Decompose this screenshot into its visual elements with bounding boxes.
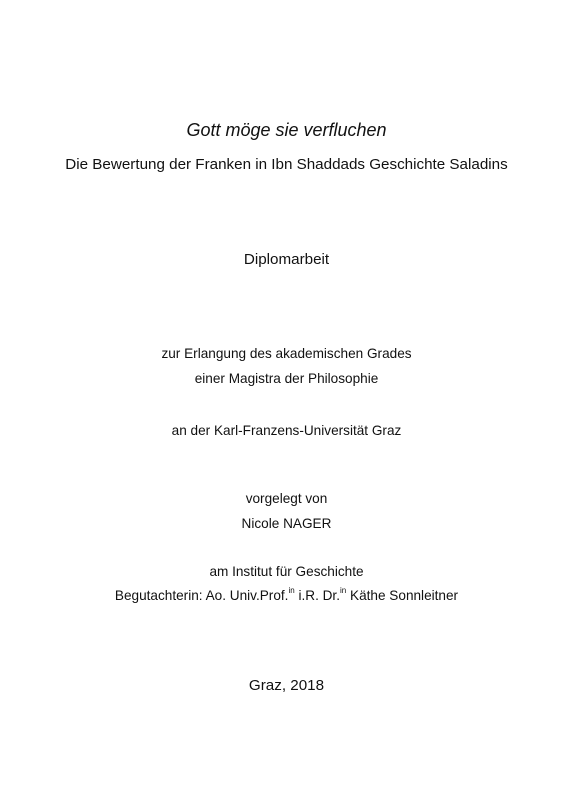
thesis-title: Gott möge sie verfluchen (186, 120, 387, 140)
institute-line: am Institut für Geschichte (209, 564, 364, 579)
supervisor-name: Käthe Sonnleitner (346, 588, 459, 603)
submitted-by-label: vorgelegt von (245, 491, 328, 506)
supervisor-middle: i.R. Dr. (294, 588, 340, 603)
degree-line-2: einer Magistra der Philosophie (194, 371, 379, 386)
thesis-subtitle: Die Bewertung der Franken in Ibn Shaddads Geschichte Saladins (65, 156, 508, 173)
author-name: Nicole NAGER (241, 516, 332, 531)
supervisor-title-superscript-2: in (340, 586, 347, 596)
place-and-year: Graz, 2018 (248, 677, 325, 694)
degree-line-1: zur Erlangung des akademischen Grades (161, 346, 412, 361)
supervisor-title-superscript-1: in (288, 586, 295, 596)
thesis-type: Diplomarbeit (243, 251, 330, 268)
supervisor-prefix: Begutachterin: Ao. Univ.Prof. (114, 588, 289, 603)
supervisor-line (0, 586, 573, 603)
university-line: an der Karl-Franzens-Universität Graz (171, 423, 402, 438)
